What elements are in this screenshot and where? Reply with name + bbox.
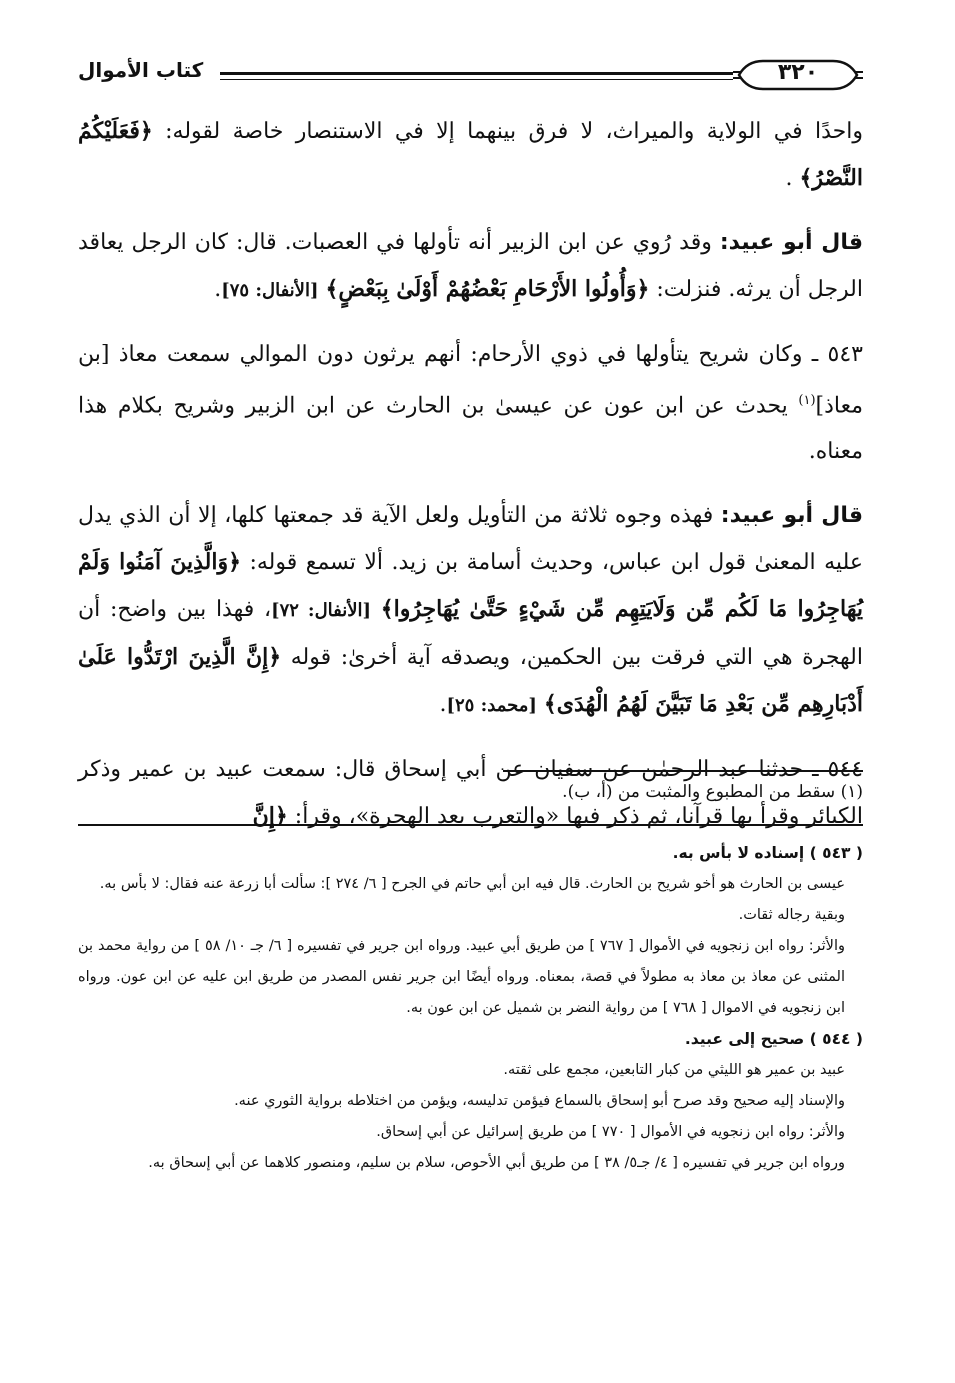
paragraph-1 [78,108,863,202]
page-number-frame [733,58,863,92]
commentary-line: والأثر: رواه ابن زنجويه في الأموال [ ٧٦٧ ] من طريق أبي عبيد. ورواه ابن جرير في تفسيره [ ٦/ جـ ١٠/ ٥٨ ] من رواية محمد بن المثنى عن معاذ بن معاذ به مطولاً في قصة، بمعناه. ورواه أيضًا ابن جرير نفس المصدر من طريق ابن عليه عن ابن عون. ورواه ابن زنجويه في الاموال [ ٧٦٨ ] من رواية النضر بن شميل عن ابن عون به. [78,938,845,1016]
paragraph-4 [78,493,863,729]
main-text [78,108,863,858]
header-rule-thin [220,79,733,80]
page-header [78,48,863,98]
commentary-line: عبيد بن عمير هو الليثي من كبار التابعين، مجمع على ثقته. [503,1062,845,1078]
commentary-grade-544: ( ٥٤٤ ) صحيح إلى عبيد. [684,1030,863,1048]
footnote-divider [503,770,863,772]
page-number: ٣٢٠ [777,60,819,85]
commentary-line: والإسناد إليه صحيح وقد صرح أبو إسحاق بالسماع فيؤمن تدليسه، ويؤمن من اختلاطه برواية الثوري عنه. [234,1093,845,1109]
footnote-marker[interactable]: (١) [798,393,816,408]
quran-verse: ﴿وَأُولُوا الأَرْحَامِ بَعْضُهُمْ أَوْلَىٰ بِبَعْضٍ﴾ [325,276,650,302]
speaker-lead: قال أبو عبيد: [719,230,863,255]
quran-verse: ﴿وَالَّذِينَ آمَنُوا وَلَمْ يُهَاجِرُوا مَا لَكُم مِّن وَلَايَتِهِم مِّن شَيْءٍ حَتَّىٰ يُهَاجِرُوا﴾ [78,549,864,623]
paragraph-3 [78,332,863,475]
quran-verse: ﴿فَعَلَيْكُمُ النَّصْرُ﴾ [78,118,863,191]
paragraph-text: واحدًا في الولاية والميراث، لا فرق بينهما إلا في الاستنصار خاصة لقوله: [165,119,863,144]
quran-verse: ﴿إِنَّ [252,803,288,830]
paragraph-2 [78,220,863,314]
commentary-grade-543: ( ٥٤٣ ) إسناده لا بأس به. [672,844,863,862]
punctuation: . [214,277,222,302]
commentary-section [78,838,863,1179]
verse-reference-2: [محمد: ٢٥] [446,695,537,717]
verse-reference: [الأنفال: ٧٥] [221,280,319,301]
paragraph-text-cont: ، فهذا بين واضح: أن الهجرة هي التي فرقت بين الحكمين، ويصدقه آية أخرىٰ: قوله [78,597,863,671]
commentary-line: والأثر: رواه ابن زنجويه في الأموال [ ٧٧٠ ] من طريق إسرائيل عن أبي إسحاق. [376,1124,845,1140]
header-rule [220,72,733,75]
book-title: كتاب الأموال [78,58,204,82]
book-page [78,0,863,1383]
paragraph-text: ٥٤٣ ـ وكان شريح يتأولها في ذوي الأرحام: أنهم يرثون دون الموالي سمعت معاذ [بن معاذ] [78,342,863,419]
commentary-line: ورواه ابن جرير في تفسيره [ ٤/ جـ٥/ ٣٨ ] من طريق أبي الأحوص، سلام بن سليم، ومنصور كلاهما عن أبي إسحاق به. [148,1155,845,1171]
punctuation: . [439,692,447,718]
speaker-lead: قال أبو عبيد: [720,503,863,529]
commentary-line: وبقية رجاله ثقات. [738,907,845,923]
punctuation: . [785,166,793,191]
footnote: (١) سقط من المطبوع والمثبت من (أ، ب). [562,782,863,802]
paragraph-text: فهذه وجوه ثلاثة من التأويل ولعل الآية قد جمعتها كلها، إلا أن الذي يدل عليه المعنىٰ قول ابن عباس، وحديث أسامة بن زيد. ألا تسمع قوله: [78,503,863,576]
verse-reference: [الأنفال: ٧٢] [271,600,372,622]
commentary-divider [78,824,863,826]
paragraph-text-cont: يحدث عن ابن عون عن عيسىٰ بن الحارث عن ابن الزبير وشريح بكلام هذا معناه. [78,393,863,465]
paragraph-text: ٥٤٤ ـ حدثنا عبد الرحمٰن عن سفيان عن أبي إسحاق قال: سمعت عبيد بن عمير وذكر الكبائر وقرأ بها قرآنا، ثم ذكر فيها «والتعرب بعد الهجرة»، وقرأ: [78,757,863,830]
commentary-line: عيسى بن الحارث هو أخو شريح بن الحارث. قال فيه ابن أبي حاتم في الجرح [ ٦/ ٢٧٤ ]: سألت أبا زرعة عنه فقال: لا بأس به. [99,876,845,892]
quran-verse-2: ﴿إِنَّ الَّذِينَ ارْتَدُّوا عَلَىٰ أَدْبَارِهِم مِّن بَعْدِ مَا تَبَيَّنَ لَهُمُ الْهُدَى﴾ [78,644,863,718]
paragraph-text: وقد رُوي عن ابن الزبير أنه تأولها في العصبات. قال: كان الرجل يعاقد الرجل أن يرثه. فنزلت: [78,230,863,302]
